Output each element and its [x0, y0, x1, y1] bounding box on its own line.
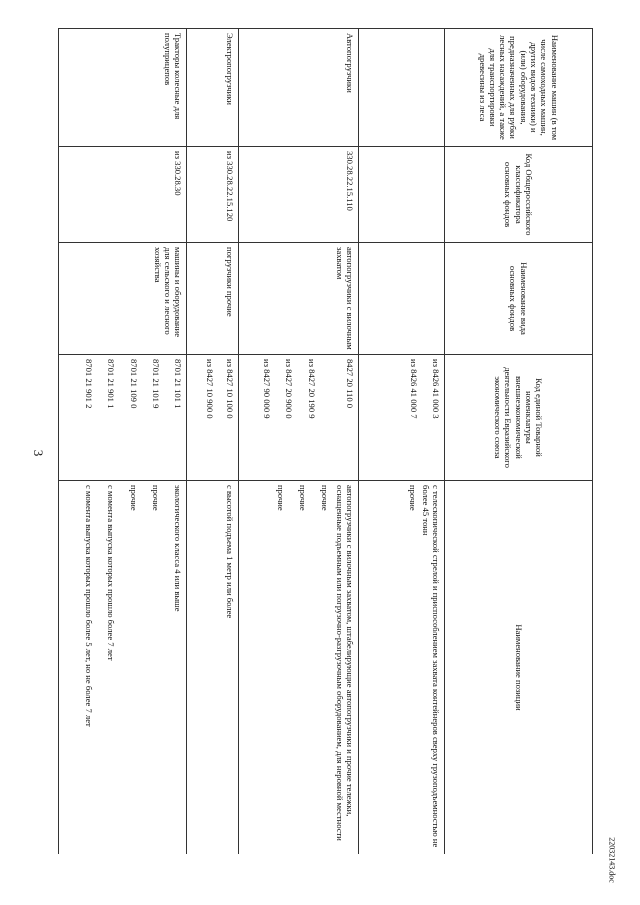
code-line: 8701 21 109 0	[128, 359, 139, 409]
code-line: из 8426 41 000 7	[408, 359, 419, 419]
cell-positions	[187, 481, 239, 855]
table-row	[239, 29, 359, 855]
header-tnved-code: Код единой Товарной номенклатуры внешнеэкономической деятельности Евразийского экономического союза	[445, 355, 593, 481]
cell-kind	[359, 243, 445, 355]
position-line: автопогрузчики с вилочным захватом, штабелирующие автопогрузчики и прочие тележки, оснащенные подъемным или погрузочно-разгрузочным оборудованием, для неровной местности	[334, 485, 355, 841]
machinery-classification-table	[58, 28, 593, 854]
position-line: экологического класса 4 или выше	[173, 485, 184, 612]
cell-positions	[59, 481, 187, 855]
position-line: прочие	[408, 485, 419, 511]
position-line: с момента выпуска которых прошло более 7 лет	[106, 485, 117, 661]
cell-codes	[187, 355, 239, 481]
table-rotation-frame	[58, 28, 593, 854]
position-line: с телескопической стрелой и приспособлением захвата контейнеров сверху грузоподъемностью не более 45 тонн	[420, 485, 441, 848]
cell-okof: из 330.28.22.15.120	[187, 147, 239, 243]
cell-machine: Тракторы колесные для полуприцепов	[59, 29, 187, 147]
position-line: прочие	[128, 485, 139, 511]
table-row	[187, 29, 239, 855]
code-line: 8701 21 101 9	[151, 359, 162, 409]
position-line: прочие	[320, 485, 331, 511]
code-line: из 8427 20 190 9	[306, 359, 317, 419]
table-row	[59, 29, 187, 855]
code-line: из 8426 41 000 3	[431, 359, 441, 419]
code-line: из 8427 90 000 9	[262, 359, 273, 419]
header-position-name: Наименование позиции	[445, 481, 593, 855]
cell-codes	[59, 355, 187, 481]
header-machine-name: Наименование машин (в том числе самоходных машин, других видов техники) и (или) оборудования, предназначенных для рубки лесных насаждений, а также для транспортировки древесины из леса	[445, 29, 593, 147]
code-line: 8701 21 901 1	[106, 359, 117, 409]
cell-positions	[239, 481, 359, 855]
code-line: из 8427 10 100 0	[225, 359, 235, 419]
code-line: из 8427 10 900 0	[204, 359, 215, 419]
cell-kind: машины и оборудование для сельского и лесного хозяйства	[59, 243, 187, 355]
position-line: прочие	[298, 485, 309, 511]
header-okof-code: Код Общероссийского классификатора основных фондов	[445, 147, 593, 243]
cell-machine: Электропогрузчики	[187, 29, 239, 147]
cell-machine	[359, 29, 445, 147]
position-line: с высотой подъема 1 метр или более	[225, 485, 235, 619]
header-asset-kind: Наименование вида основных фондов	[445, 243, 593, 355]
table-row	[359, 29, 445, 855]
cell-kind: погрузчики прочие	[187, 243, 239, 355]
position-line: с момента выпуска которых прошло более 5 лет, но не более 7 лет	[84, 485, 95, 727]
code-line: из 8427 20 900 0	[284, 359, 295, 419]
position-line	[205, 485, 215, 850]
position-line: прочие	[151, 485, 162, 511]
cell-machine: Автопогрузчики	[239, 29, 359, 147]
rotated-table-container	[58, 28, 593, 854]
cell-kind: автопогрузчики с вилочным захватом	[239, 243, 359, 355]
cell-codes	[359, 355, 445, 481]
document-id: 22032143.doc	[607, 837, 617, 883]
cell-codes	[239, 355, 359, 481]
cell-okof: из 330.28.30	[59, 147, 187, 243]
table-header-row	[445, 29, 593, 855]
cell-okof	[359, 147, 445, 243]
cell-positions	[359, 481, 445, 855]
page-number: 3	[31, 449, 46, 457]
code-line: 8701 21 901 2	[84, 359, 95, 409]
cell-okof: 330.28.22.15.110	[239, 147, 359, 243]
code-line: 8427 20 110 0	[345, 359, 355, 409]
code-line: 8701 21 101 1	[173, 359, 184, 409]
position-line: прочие	[275, 485, 286, 511]
